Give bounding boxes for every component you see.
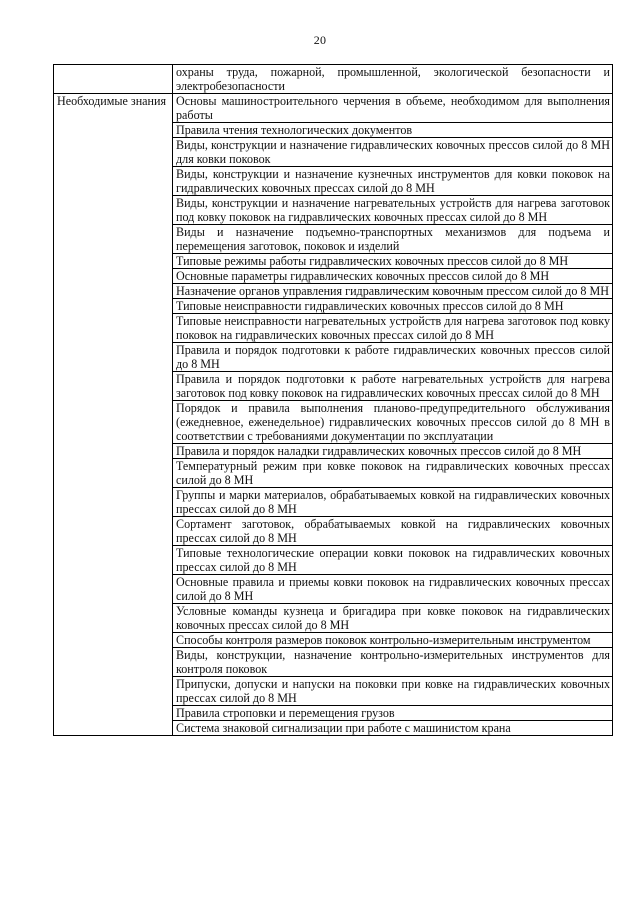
- knowledge-item: Основы машиностроительного черчения в объеме, необходимом для выполнения работы: [173, 94, 613, 123]
- empty-heading-cell: [54, 65, 173, 94]
- knowledge-item: Типовые неисправности нагревательных устройств для нагрева заготовок под ковку поковок на гидравлических ковочных прессах силой до 8 МН: [173, 314, 613, 343]
- knowledge-item: Правила и порядок подготовки к работе гидравлических ковочных прессов силой до 8 МН: [173, 343, 613, 372]
- knowledge-item: Система знаковой сигнализации при работе с машинистом крана: [173, 721, 613, 736]
- table-row: [54, 94, 613, 123]
- knowledge-item: Правила чтения технологических документов: [173, 123, 613, 138]
- knowledge-item: Правила и порядок наладки гидравлических ковочных прессов силой до 8 МН: [173, 444, 613, 459]
- knowledge-item: Порядок и правила выполнения планово-предупредительного обслуживания (ежедневное, еженедельное) гидравлических ковочных прессов силой до 8 МН в соответствии с требованиями документации по эксплуатации: [173, 401, 613, 444]
- knowledge-item: Типовые технологические операции ковки поковок на гидравлических ковочных прессах силой до 8 МН: [173, 546, 613, 575]
- continuation-cell: охраны труда, пожарной, промышленной, экологической безопасности и электробезопасности: [173, 65, 613, 94]
- knowledge-item: Основные правила и приемы ковки поковок на гидравлических ковочных прессах силой до 8 МН: [173, 575, 613, 604]
- knowledge-item: Правила строповки и перемещения грузов: [173, 706, 613, 721]
- knowledge-item: Виды, конструкции и назначение кузнечных инструментов для ковки поковок на гидравлических ковочных прессах силой до 8 МН: [173, 167, 613, 196]
- knowledge-item: Основные параметры гидравлических ковочных прессов силой до 8 МН: [173, 269, 613, 284]
- knowledge-item: Температурный режим при ковке поковок на гидравлических ковочных прессах силой до 8 МН: [173, 459, 613, 488]
- knowledge-item: Назначение органов управления гидравлическим ковочным прессом силой до 8 МН: [173, 284, 613, 299]
- knowledge-item: Виды и назначение подъемно-транспортных механизмов для подъема и перемещения заготовок, поковок и изделий: [173, 225, 613, 254]
- section-heading: Необходимые знания: [54, 94, 173, 736]
- knowledge-item: Способы контроля размеров поковок контрольно-измерительным инструментом: [173, 633, 613, 648]
- knowledge-item: Припуски, допуски и напуски на поковки при ковке на гидравлических ковочных прессах силой до 8 МН: [173, 677, 613, 706]
- requirements-table-body: [54, 65, 613, 736]
- knowledge-item: Условные команды кузнеца и бригадира при ковке поковок на гидравлических ковочных прессах силой до 8 МН: [173, 604, 613, 633]
- table-row-continuation: [54, 65, 613, 94]
- page-number: 20: [313, 33, 327, 47]
- knowledge-item: Виды, конструкции и назначение гидравлических ковочных прессов силой до 8 МН для ковки поковок: [173, 138, 613, 167]
- knowledge-item: Сортамент заготовок, обрабатываемых ковкой на гидравлических ковочных прессах силой до 8 МН: [173, 517, 613, 546]
- knowledge-item: Группы и марки материалов, обрабатываемых ковкой на гидравлических ковочных прессах силой до 8 МН: [173, 488, 613, 517]
- knowledge-item: Правила и порядок подготовки к работе нагревательных устройств для нагрева заготовок под ковку поковок на гидравлических ковочных прессах силой до 8 МН: [173, 372, 613, 401]
- knowledge-item: Типовые неисправности гидравлических ковочных прессов силой до 8 МН: [173, 299, 613, 314]
- knowledge-item: Виды, конструкции, назначение контрольно-измерительных инструментов для контроля поковок: [173, 648, 613, 677]
- knowledge-item: Типовые режимы работы гидравлических ковочных прессов силой до 8 МН: [173, 254, 613, 269]
- knowledge-item: Виды, конструкции и назначение нагревательных устройств для нагрева заготовок под ковку поковок на гидравлических ковочных прессах силой до 8 МН: [173, 196, 613, 225]
- requirements-table: [53, 64, 613, 736]
